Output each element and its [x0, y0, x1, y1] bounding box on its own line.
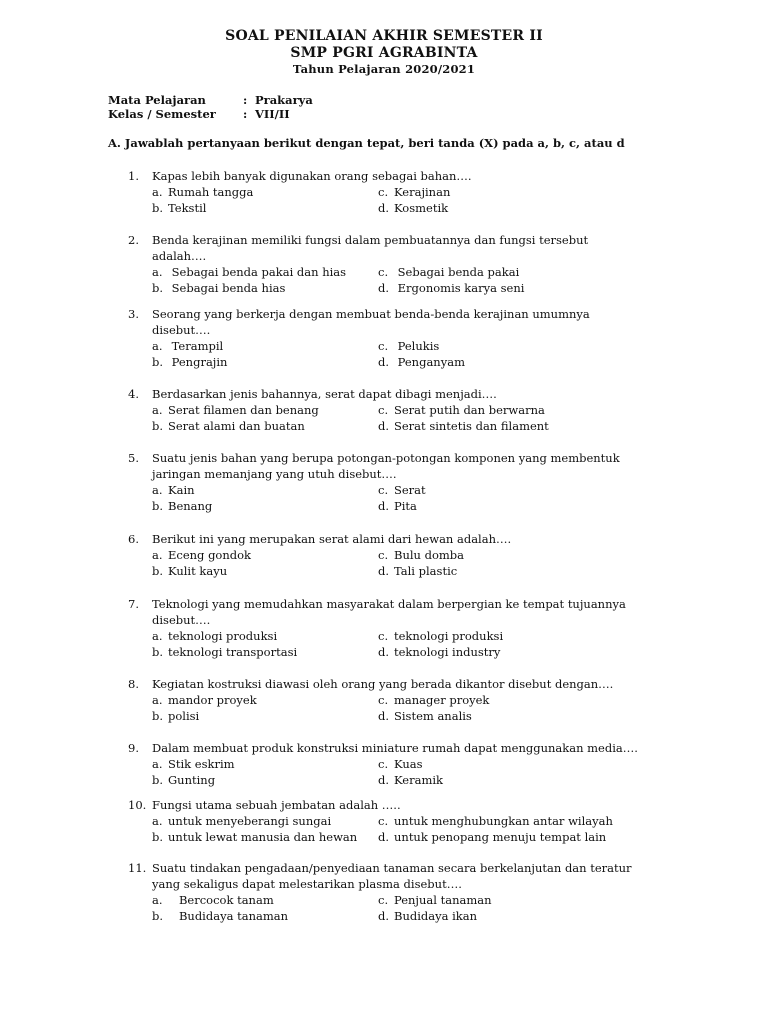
question-item [128, 450, 648, 514]
answer-option[interactable] [378, 892, 492, 908]
answer-options [152, 892, 648, 924]
question-item [128, 860, 648, 924]
question-text [152, 306, 648, 338]
option-text: Pengrajin [168, 355, 228, 369]
answer-option[interactable] [152, 692, 257, 708]
answer-option[interactable] [378, 200, 448, 216]
question-text-line: Suatu jenis bahan yang berupa potongan-potongan komponen yang membentuk [152, 451, 620, 465]
option-letter: a. [152, 629, 163, 643]
question-item [128, 168, 648, 216]
option-letter: c. [378, 629, 389, 643]
option-letter: c. [378, 185, 389, 199]
answer-option-row [152, 644, 648, 660]
answer-option[interactable] [378, 829, 606, 845]
answer-option-row [152, 708, 648, 724]
question-text [152, 676, 648, 692]
answer-option-row [152, 264, 648, 280]
question-item [128, 797, 648, 845]
question-text-line: Kegiatan kostruksi diawasi oleh orang yang berada dikantor disebut dengan…. [152, 677, 614, 691]
option-letter: c. [378, 483, 389, 497]
answer-options [152, 692, 648, 724]
option-text: Benang [168, 499, 213, 513]
answer-option[interactable] [152, 756, 235, 772]
answer-options [152, 184, 648, 216]
option-letter: b. [152, 830, 164, 844]
option-text: Sebagai benda pakai dan hias [168, 265, 347, 279]
answer-option-row [152, 563, 648, 579]
option-letter: c. [378, 265, 389, 279]
option-letter: b. [152, 564, 164, 578]
option-text: Serat sintetis dan filament [394, 419, 549, 433]
answer-option[interactable] [378, 563, 457, 579]
answer-option[interactable] [378, 264, 519, 280]
option-text: Kerajinan [394, 185, 451, 199]
question-text-line: jaringan memanjang yang utuh disebut…. [152, 467, 397, 481]
option-text: Ergonomis karya seni [394, 281, 525, 295]
answer-option[interactable] [152, 338, 223, 354]
answer-option[interactable] [152, 772, 215, 788]
answer-options [152, 756, 648, 788]
option-text: Serat filamen dan benang [168, 403, 319, 417]
question-text [152, 168, 648, 184]
option-text: Budidaya tanaman [168, 909, 288, 923]
option-text: mandor proyek [168, 693, 257, 707]
question-text-line: adalah…. [152, 249, 207, 263]
answer-option-row [152, 829, 648, 845]
option-letter: a. [152, 893, 163, 907]
question-number: 11. [128, 861, 147, 875]
question-number: 3. [128, 307, 139, 321]
answer-option-row [152, 402, 648, 418]
answer-option[interactable] [378, 498, 417, 514]
answer-option[interactable] [378, 482, 426, 498]
answer-option[interactable] [378, 772, 443, 788]
answer-option[interactable] [378, 338, 439, 354]
question-text [152, 386, 648, 402]
subject-label: Mata Pelajaran [108, 93, 206, 107]
question-text-line: Berdasarkan jenis bahannya, serat dapat dibagi menjadi…. [152, 387, 497, 401]
option-text: Stik eskrim [168, 757, 235, 771]
question-item [128, 596, 648, 660]
question-text [152, 232, 648, 264]
option-letter: a. [152, 483, 163, 497]
option-letter: d. [378, 201, 390, 215]
answer-option[interactable] [152, 482, 195, 498]
option-letter: a. [152, 185, 163, 199]
option-letter: d. [378, 564, 390, 578]
section-instruction: A. Jawablah pertanyaan berikut dengan tepat, beri tanda (X) pada a, b, c, atau d [108, 136, 625, 150]
option-letter: d. [378, 709, 390, 723]
question-text-line: Suatu tindakan pengadaan/penyediaan tanaman secara berkelanjutan dan teratur [152, 861, 632, 875]
question-number: 1. [128, 169, 139, 183]
option-text: Kosmetik [394, 201, 449, 215]
answer-option-row [152, 200, 648, 216]
option-text: Penjual tanaman [394, 893, 492, 907]
answer-option-row [152, 280, 648, 296]
option-letter: a. [152, 548, 163, 562]
school-name: SMP PGRI AGRABINTA [290, 45, 478, 61]
question-item [128, 531, 648, 579]
answer-option[interactable] [378, 908, 477, 924]
question-item [128, 232, 648, 296]
answer-option[interactable] [378, 280, 524, 296]
answer-option[interactable] [152, 418, 305, 434]
option-text: Kulit kayu [168, 564, 228, 578]
question-item [128, 306, 648, 370]
option-text: untuk lewat manusia dan hewan [168, 830, 358, 844]
option-text: Kuas [394, 757, 423, 771]
option-text: polisi [168, 709, 200, 723]
question-number: 7. [128, 597, 139, 611]
answer-options [152, 402, 648, 434]
answer-option[interactable] [152, 547, 251, 563]
option-text: untuk menghubungkan antar wilayah [394, 814, 613, 828]
question-text [152, 596, 648, 628]
answer-option-row [152, 354, 648, 370]
option-text: untuk menyeberangi sungai [168, 814, 332, 828]
option-text: Terampil [168, 339, 224, 353]
answer-option-row [152, 892, 648, 908]
option-letter: b. [152, 709, 164, 723]
answer-option[interactable] [378, 756, 423, 772]
answer-option[interactable] [378, 547, 464, 563]
question-text-line: disebut…. [152, 613, 211, 627]
option-letter: b. [152, 909, 164, 923]
question-item [128, 676, 648, 724]
answer-option[interactable] [152, 280, 285, 296]
answer-option[interactable] [152, 908, 288, 924]
question-text [152, 860, 648, 892]
option-text: Serat [394, 483, 426, 497]
option-letter: b. [152, 773, 164, 787]
question-text-line: Seorang yang berkerja dengan membuat benda-benda kerajinan umumnya [152, 307, 590, 321]
option-letter: c. [378, 403, 389, 417]
question-text-line: Kapas lebih banyak digunakan orang sebagai bahan…. [152, 169, 472, 183]
answer-option[interactable] [152, 628, 277, 644]
answer-option-row [152, 418, 648, 434]
option-text: manager proyek [394, 693, 490, 707]
option-text: Keramik [394, 773, 443, 787]
option-letter: c. [378, 339, 389, 353]
question-text-line: disebut…. [152, 323, 211, 337]
answer-option[interactable] [152, 892, 274, 908]
question-text [152, 531, 648, 547]
question-text-line: Fungsi utama sebuah jembatan adalah ….. [152, 798, 401, 812]
answer-option[interactable] [152, 402, 319, 418]
option-text: Tekstil [168, 201, 207, 215]
option-letter: d. [378, 419, 390, 433]
option-letter: b. [152, 419, 164, 433]
option-letter: d. [378, 909, 390, 923]
question-text-line: yang sekaligus dapat melestarikan plasma disebut…. [152, 877, 462, 891]
option-letter: c. [378, 893, 389, 907]
option-text: Sebagai benda pakai [394, 265, 520, 279]
answer-option[interactable] [378, 354, 465, 370]
option-text: teknologi industry [394, 645, 501, 659]
answer-option[interactable] [378, 708, 472, 724]
option-letter: c. [378, 693, 389, 707]
answer-options [152, 338, 648, 370]
question-text-line: Dalam membuat produk konstruksi miniature rumah dapat menggunakan media…. [152, 741, 638, 755]
question-text [152, 450, 648, 482]
answer-option-row [152, 692, 648, 708]
option-text: Serat alami dan buatan [168, 419, 305, 433]
option-text: Eceng gondok [168, 548, 252, 562]
answer-options [152, 628, 648, 660]
question-number: 6. [128, 532, 139, 546]
question-item [128, 740, 648, 788]
subject-value: Prakarya [255, 93, 313, 107]
answer-options [152, 813, 648, 845]
option-letter: d. [378, 499, 390, 513]
question-text-line: Benda kerajinan memiliki fungsi dalam pembuatannya dan fungsi tersebut [152, 233, 589, 247]
answer-option[interactable] [152, 813, 331, 829]
option-letter: b. [152, 355, 164, 369]
answer-option[interactable] [152, 644, 297, 660]
answer-option[interactable] [152, 184, 253, 200]
option-letter: b. [152, 281, 164, 295]
answer-option[interactable] [378, 692, 489, 708]
answer-option-row [152, 338, 648, 354]
option-text: Sebagai benda hias [168, 281, 286, 295]
answer-option[interactable] [152, 354, 227, 370]
answer-option-row [152, 908, 648, 924]
answer-option[interactable] [152, 498, 212, 514]
answer-option[interactable] [152, 829, 357, 845]
class-colon: : [243, 107, 248, 121]
answer-option[interactable] [152, 264, 346, 280]
option-text: Penganyam [394, 355, 465, 369]
option-letter: d. [378, 355, 390, 369]
question-number: 2. [128, 233, 139, 247]
answer-option-row [152, 772, 648, 788]
option-letter: c. [378, 814, 389, 828]
option-letter: a. [152, 814, 163, 828]
question-number: 5. [128, 451, 139, 465]
exam-title: SOAL PENILAIAN AKHIR SEMESTER II [225, 28, 543, 44]
option-letter: b. [152, 645, 164, 659]
option-letter: d. [378, 773, 390, 787]
question-text-line: Berikut ini yang merupakan serat alami dari hewan adalah…. [152, 532, 512, 546]
option-text: Bulu domba [394, 548, 465, 562]
answer-option[interactable] [378, 628, 503, 644]
option-letter: b. [152, 201, 164, 215]
question-text-line: Teknologi yang memudahkan masyarakat dalam berpergian ke tempat tujuannya [152, 597, 626, 611]
answer-option[interactable] [378, 184, 450, 200]
class-value: VII/II [255, 107, 290, 121]
option-letter: a. [152, 265, 163, 279]
option-text: teknologi produksi [168, 629, 278, 643]
option-text: Serat putih dan berwarna [394, 403, 545, 417]
option-letter: a. [152, 693, 163, 707]
option-text: Bercocok tanam [168, 893, 274, 907]
answer-option[interactable] [152, 708, 199, 724]
option-text: Pelukis [394, 339, 440, 353]
answer-option[interactable] [378, 813, 613, 829]
option-text: teknologi transportasi [168, 645, 298, 659]
subject-colon: : [243, 93, 248, 107]
option-text: Rumah tangga [168, 185, 254, 199]
answer-option[interactable] [378, 402, 545, 418]
answer-option-row [152, 547, 648, 563]
academic-year: Tahun Pelajaran 2020/2021 [292, 62, 476, 76]
option-letter: c. [378, 757, 389, 771]
answer-option-row [152, 482, 648, 498]
option-text: Budidaya ikan [394, 909, 478, 923]
option-letter: d. [378, 645, 390, 659]
answer-options [152, 482, 648, 514]
option-text: Sistem analis [394, 709, 472, 723]
question-text [152, 797, 648, 813]
option-letter: a. [152, 757, 163, 771]
answer-option-row [152, 184, 648, 200]
class-label: Kelas / Semester [108, 107, 216, 121]
answer-option-row [152, 756, 648, 772]
question-number: 4. [128, 387, 139, 401]
answer-option-row [152, 498, 648, 514]
option-text: teknologi produksi [394, 629, 504, 643]
answer-option-row [152, 813, 648, 829]
question-number: 10. [128, 798, 147, 812]
option-letter: d. [378, 830, 390, 844]
answer-option[interactable] [152, 200, 206, 216]
option-letter: b. [152, 499, 164, 513]
option-letter: c. [378, 548, 389, 562]
answer-options [152, 547, 648, 579]
option-text: untuk penopang menuju tempat lain [394, 830, 607, 844]
option-letter: a. [152, 339, 163, 353]
option-text: Pita [394, 499, 417, 513]
question-number: 9. [128, 741, 139, 755]
question-number: 8. [128, 677, 139, 691]
answer-options [152, 264, 648, 296]
answer-option-row [152, 628, 648, 644]
option-letter: a. [152, 403, 163, 417]
option-text: Gunting [168, 773, 216, 787]
option-text: Kain [168, 483, 195, 497]
answer-option[interactable] [378, 644, 500, 660]
question-item [128, 386, 648, 434]
answer-option[interactable] [152, 563, 227, 579]
question-text [152, 740, 648, 756]
option-letter: d. [378, 281, 390, 295]
answer-option[interactable] [378, 418, 549, 434]
option-text: Tali plastic [394, 564, 458, 578]
